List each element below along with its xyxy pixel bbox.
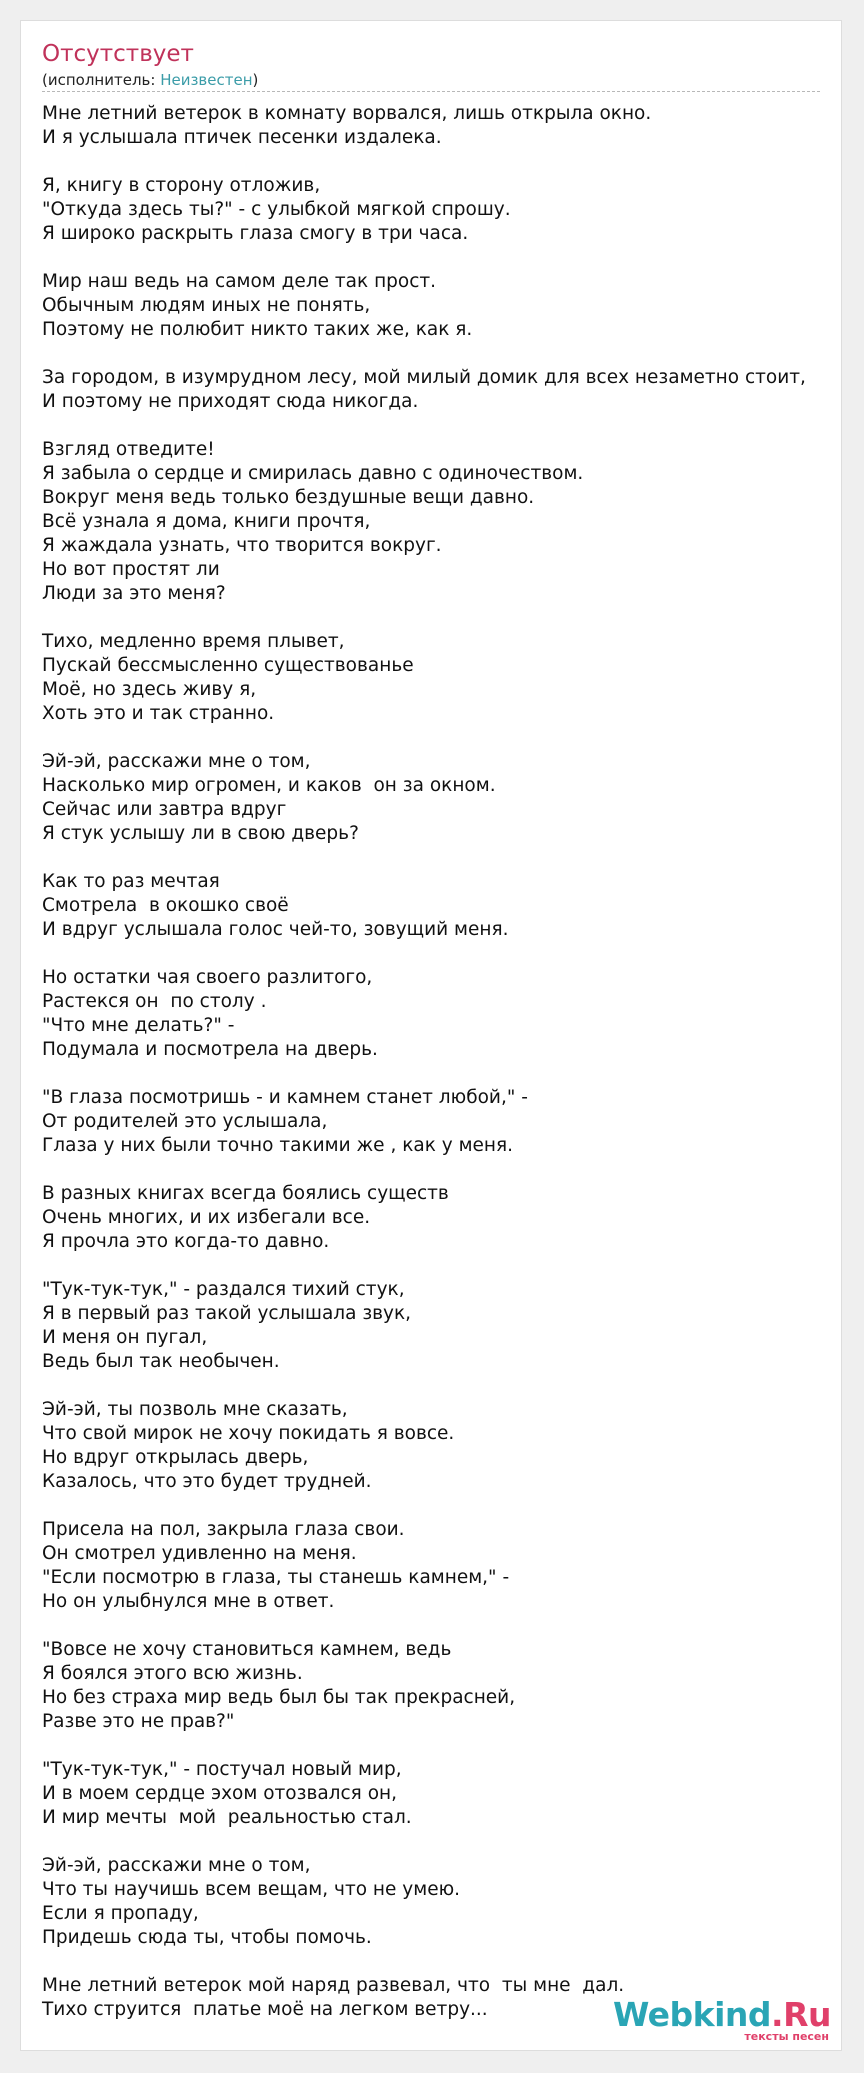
stanza-gap	[42, 726, 842, 750]
lyric-line: Насколько мир огромен, и каков он за окном.	[42, 775, 496, 796]
lyric-line: "В глаза посмотришь - и камнем станет любой," -	[42, 1087, 528, 1108]
lyric-line: Очень многих, и их избегали все.	[42, 1207, 371, 1228]
lyrics-card	[20, 20, 842, 2051]
lyric-line: Взгляд отведите!	[42, 439, 215, 460]
lyric-line: В разных книгах всегда боялись существ	[42, 1183, 449, 1204]
lyric-line: Хоть это и так странно.	[42, 703, 275, 724]
lyric-line: Растекся он по столу .	[42, 991, 267, 1012]
lyric-line: Казалось, что это будет трудней.	[42, 1471, 372, 1492]
lyric-line: И в моем сердце эхом отозвался он,	[42, 1783, 397, 1804]
stanza-gap	[42, 1158, 842, 1182]
lyric-line: И я услышала птичек песенки издалека.	[42, 127, 442, 148]
stanza-gap	[42, 1950, 842, 1974]
lyric-line: "Если посмотрю в глаза, ты станешь камнем," -	[42, 1567, 510, 1588]
artist-suffix: )	[252, 71, 259, 89]
lyric-line: Эй-эй, ты позволь мне сказать,	[42, 1399, 348, 1420]
artist-link[interactable]: Неизвестен	[160, 71, 253, 89]
lyric-line: За городом, в изумрудном лесу, мой милый домик для всех незаметно стоит,	[42, 367, 806, 388]
lyric-line: Но остатки чая своего разлитого,	[42, 967, 373, 988]
logo-domain: .Ru	[771, 1995, 831, 2034]
stanza-gap	[42, 606, 842, 630]
lyric-line: И поэтому не приходят сюда никогда.	[42, 391, 419, 412]
lyric-line: И меня он пугал,	[42, 1327, 208, 1348]
lyric-line: Мир наш ведь на самом деле так прост.	[42, 271, 437, 292]
lyric-line: Я боялся этого всю жизнь.	[42, 1663, 303, 1684]
lyric-line: Всё узнала я дома, книги прочтя,	[42, 511, 371, 532]
stanza-gap	[42, 846, 842, 870]
lyric-line: Поэтому не полюбит никто таких же, как я.	[42, 319, 473, 340]
stanza-gap	[42, 342, 842, 366]
lyric-line: Тихо, медленно время плывет,	[42, 631, 345, 652]
lyric-line: "Что мне делать?" -	[42, 1015, 235, 1036]
lyric-line: Что ты научишь всем вещам, что не умею.	[42, 1879, 461, 1900]
stanza-gap	[42, 150, 842, 174]
lyric-line: Мне летний ветерок в комнату ворвался, лишь открыла окно.	[42, 103, 652, 124]
artist-prefix: (исполнитель:	[42, 71, 161, 89]
lyric-line: Но без страха мир ведь был бы так прекрасней,	[42, 1687, 516, 1708]
stanza-gap	[42, 246, 842, 270]
lyric-line: Я забыла о сердце и смирилась давно с одиночеством.	[42, 463, 584, 484]
lyric-line: Обычным людям иных не понять,	[42, 295, 371, 316]
lyric-line: Я стук услышу ли в свою дверь?	[42, 823, 359, 844]
lyric-line: Но вдруг открылась дверь,	[42, 1447, 309, 1468]
title-divider	[42, 91, 820, 92]
lyric-line: Вокруг меня ведь только бездушные вещи давно.	[42, 487, 535, 508]
lyric-line: "Вовсе не хочу становиться камнем, ведь	[42, 1639, 452, 1660]
lyric-line: Сейчас или завтра вдруг	[42, 799, 287, 820]
artist-line	[42, 70, 258, 90]
lyric-line: Он смотрел удивленно на меня.	[42, 1543, 357, 1564]
stanza-gap	[42, 414, 842, 438]
lyric-line: Глаза у них были точно такими же , как у меня.	[42, 1135, 514, 1156]
lyric-line: Люди за это меня?	[42, 583, 226, 604]
lyric-line: Я жаждала узнать, что творится вокруг.	[42, 535, 442, 556]
lyric-line: Подумала и посмотрела на дверь.	[42, 1039, 378, 1060]
lyric-line: Что свой мирок не хочу покидать я вовсе.	[42, 1423, 455, 1444]
stanza-gap	[42, 1062, 842, 1086]
lyric-line: Мне летний ветерок мой наряд развевал, что ты мне дал.	[42, 1975, 625, 1996]
lyric-line: Придешь сюда ты, чтобы помочь.	[42, 1927, 372, 1948]
logo-tagline: тексты песен	[744, 2030, 829, 2043]
stanza-gap	[42, 1254, 842, 1278]
lyric-line: Ведь был так необычен.	[42, 1351, 280, 1372]
lyric-line: Я прочла это когда-то давно.	[42, 1231, 330, 1252]
logo-name: Webkind	[612, 1995, 772, 2034]
lyric-line: "Тук-тук-тук," - постучал новый мир,	[42, 1759, 402, 1780]
lyric-line: Я в первый раз такой услышала звук,	[42, 1303, 412, 1324]
lyric-line: Я широко раскрыть глаза смогу в три часа.	[42, 223, 469, 244]
lyric-line: Эй-эй, расскажи мне о том,	[42, 1855, 311, 1876]
lyric-line: И мир мечты мой реальностью стал.	[42, 1807, 412, 1828]
lyric-line: Разве это не прав?"	[42, 1711, 235, 1732]
lyric-line: Но он улыбнулся мне в ответ.	[42, 1591, 335, 1612]
lyric-line: Как то раз мечтая	[42, 871, 220, 892]
lyric-line: Смотрела в окошко своё	[42, 895, 289, 916]
stanza-gap	[42, 1734, 842, 1758]
stanza-gap	[42, 942, 842, 966]
site-logo[interactable]	[612, 1995, 831, 2043]
song-title: Отсутствует	[42, 41, 194, 67]
lyric-line: Моё, но здесь живу я,	[42, 679, 257, 700]
lyric-line: От родителей это услышала,	[42, 1111, 328, 1132]
stanza-gap	[42, 1374, 842, 1398]
lyric-line: Я, книгу в сторону отложив,	[42, 175, 321, 196]
stanza-gap	[42, 1614, 842, 1638]
lyric-line: Пускай бессмысленно существованье	[42, 655, 414, 676]
stanza-gap	[42, 1830, 842, 1854]
logo-wordmark	[613, 1995, 831, 2034]
lyric-line: Эй-эй, расскажи мне о том,	[42, 751, 311, 772]
lyric-line: Присела на пол, закрыла глаза свои.	[42, 1519, 405, 1540]
lyric-line: Если я пропаду,	[42, 1903, 199, 1924]
lyrics-text	[42, 102, 842, 2022]
lyric-line: И вдруг услышала голос чей-то, зовущий меня.	[42, 919, 509, 940]
lyric-line: "Тук-тук-тук," - раздался тихий стук,	[42, 1279, 405, 1300]
lyric-line: "Откуда здесь ты?" - с улыбкой мягкой спрошу.	[42, 199, 511, 220]
lyric-line: Тихо струится платье моё на легком ветру...	[42, 1999, 488, 2020]
lyric-line: Но вот простят ли	[42, 559, 220, 580]
stanza-gap	[42, 1494, 842, 1518]
